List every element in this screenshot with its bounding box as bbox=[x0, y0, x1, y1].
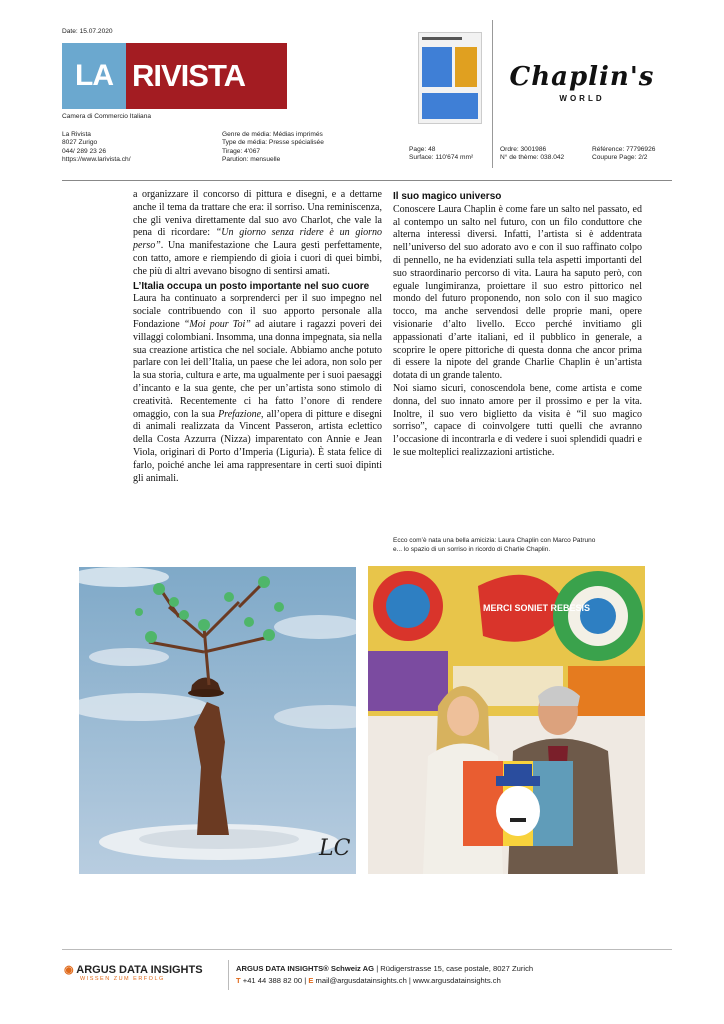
paragraph: Laura ha continuato a sorprenderci per il suo impegno nel sociale contribuendo con il suo apporto personale alla Fondazione “Moi pour Toi” ad aiutare i ragazzi poveri dei villaggi colombiani. Insomma, una donna impegnata, sia nella sua creazione artistica che nel sociale. Abbiamo anche potuto parlare con lei dell’Italia, un paese che lei adora, non solo per la sua storia, cultura e arte, ma ugualmente per i suoi paesaggi d’incanto e la sua gente, che per un’artista sono stimolo di creatività. Recentemente ci ha fatto l’onore di rendere omaggio, con la sua Prefazione, all’opera di pitture e disegni di animali realizzata da Vincent Passeron, artista eclettico della Costa Azzurra (Nizza) imparentato con Annie e Jean Viola, originari di Porto d’Imperia (Liguria). È stata felice di farlo, poiché anche lei ama rappresentare in certi suoi dipinti gli animali. bbox=[133, 293, 383, 484]
clipping-date: Date: 15.07.2020 bbox=[62, 28, 113, 35]
photo-laura-marco bbox=[368, 566, 645, 874]
argus-logo bbox=[64, 963, 203, 982]
chamber-name: Camera di Commercio Italiana bbox=[62, 113, 152, 120]
argus-name: ARGUS DATA INSIGHTS bbox=[76, 964, 203, 976]
publisher-info bbox=[62, 131, 212, 165]
logo-la: LA bbox=[62, 43, 126, 109]
paragraph: a organizzare il concorso di pittura e disegni, e a dettarne anche il tema da trattare che era: il sorriso. Una reminiscenza, che gli veniva direttamente dal suo avo Charlot, che vale la pena di ricordare: “Un giorno senza ridere è un giorno perso”. Una manifestazione che Laura gestì perfettamente, con tatto, amore e riempiendo di gioia i cuori di quei bimbi, che più di altri avevano bisogno di sentirsi amati. bbox=[133, 189, 382, 277]
chaplins-world-logo bbox=[502, 62, 662, 103]
media-type: Type de média: Presse spécialisée bbox=[222, 139, 324, 147]
page-thumbnail bbox=[418, 32, 482, 124]
page-surface: Surface: 110'674 mm² bbox=[409, 154, 474, 162]
photo-caption: Ecco com’è nata una bella amicizia: Laura Chaplin con Marco Patruno e... lo spazio di un sorriso in ricordo di Charlie Chaplin. bbox=[393, 537, 596, 553]
footer-address: Rüdigerstrasse 15, case postale, 8027 Zurich bbox=[380, 964, 534, 973]
section-heading: Il suo magico universo bbox=[393, 191, 502, 202]
article-column-right bbox=[393, 189, 642, 460]
painting-tree-man bbox=[79, 567, 356, 874]
banner-text: MERCI SONIET REBESIS bbox=[483, 603, 591, 613]
article-column-left bbox=[133, 189, 382, 485]
order-number: Ordre: 3001986 bbox=[500, 146, 547, 153]
media-genre: Genre de média: Médias imprimés bbox=[222, 131, 323, 138]
footer-company: ARGUS DATA INSIGHTS® Schweiz AG bbox=[236, 964, 375, 973]
footer-email[interactable]: mail@argusdatainsights.ch bbox=[315, 976, 407, 985]
publisher-phone: 044/ 289 23 26 bbox=[62, 147, 106, 155]
argus-eye-icon: ◉ bbox=[64, 964, 74, 976]
reference-number: Référence: 77796926 bbox=[592, 146, 656, 153]
reference-info bbox=[592, 146, 682, 163]
email-label: E bbox=[308, 976, 314, 985]
order-info bbox=[500, 146, 590, 163]
footer-phone[interactable]: +41 44 388 82 00 bbox=[242, 976, 303, 985]
footer-contact: ARGUS DATA INSIGHTS® Schweiz AG | Rüdigerstrasse 15, case postale, 8027 Zurich T +41 44 388 82 00 | E mail@argusdatainsights.ch | www.argusdatainsights.ch bbox=[236, 964, 534, 985]
footer-rule bbox=[62, 949, 672, 950]
brand-name: Chaplin's bbox=[509, 62, 655, 92]
theme-number: N° de thème: 038.042 bbox=[500, 154, 565, 162]
media-parution: Parution: mensuelle bbox=[222, 156, 281, 164]
la-rivista-logo bbox=[62, 43, 287, 109]
page-info bbox=[409, 146, 499, 163]
publisher-url[interactable]: https://www.larivista.ch/ bbox=[62, 156, 131, 164]
logo-rivista: RIVISTA bbox=[126, 43, 287, 109]
footer-divider bbox=[228, 960, 229, 990]
page-number: Page: 48 bbox=[409, 146, 436, 153]
publisher-city: 8027 Zurigo bbox=[62, 139, 98, 147]
footer-web[interactable]: www.argusdatainsights.ch bbox=[413, 976, 501, 985]
clipping-page: Coupure Page: 2/2 bbox=[592, 154, 648, 162]
media-info bbox=[222, 131, 412, 165]
phone-label: T bbox=[236, 976, 241, 985]
media-tirage: Tirage: 4'067 bbox=[222, 147, 261, 155]
painting-signature: LC bbox=[319, 836, 351, 861]
section-heading: L’Italia occupa un posto importante nel suo cuore bbox=[133, 280, 370, 292]
publisher-name: La Rivista bbox=[62, 131, 91, 138]
paragraph: Noi siamo sicuri, conoscendola bene, come artista e come donna, del suo innato amore per il prossimo e per la vita. Inoltre, il suo vero biglietto da visita è “il suo magico sorriso”, capace di coinvolgere tutti quelli che avranno l’occasione di incontrarla e di vedere i suoi splendidi quadri e le sue molteplici realizzazioni artistiche. bbox=[393, 382, 642, 458]
paragraph: Conoscere Laura Chaplin è come fare un salto nel passato, ed al contempo un salto nel futuro, con un filo conduttore che alterna interessi diversi. Infatti, l’artista si è addentrata nell’universo del suo adorato avo e con il suo raffinato colpo di pennello, ne ha evidenziati sulla tela aspetti importanti del suo straordinario percorso di vita. Laura ha saputo però, con eguale lungimiranza, proiettare il suo estro pittorico nel mondo del futuro proponendo, non solo con il suo magico tocco, ma anche servendosi delle proprie mani, opere visionarie d’alto livello. Ecco perché invitiamo gli appassionati d’arte italiani, ed il pubblico in generale, a scoprire le opere pittoriche di questa donna che ancor prima di essere la nipote del grande Charlie Chaplin è un’artista dotata di un grande talento. bbox=[393, 203, 642, 382]
header-rule bbox=[62, 180, 672, 181]
argus-tagline: WISSEN ZUM ERFOLG bbox=[80, 976, 165, 982]
brand-sub: WORLD bbox=[559, 94, 605, 103]
